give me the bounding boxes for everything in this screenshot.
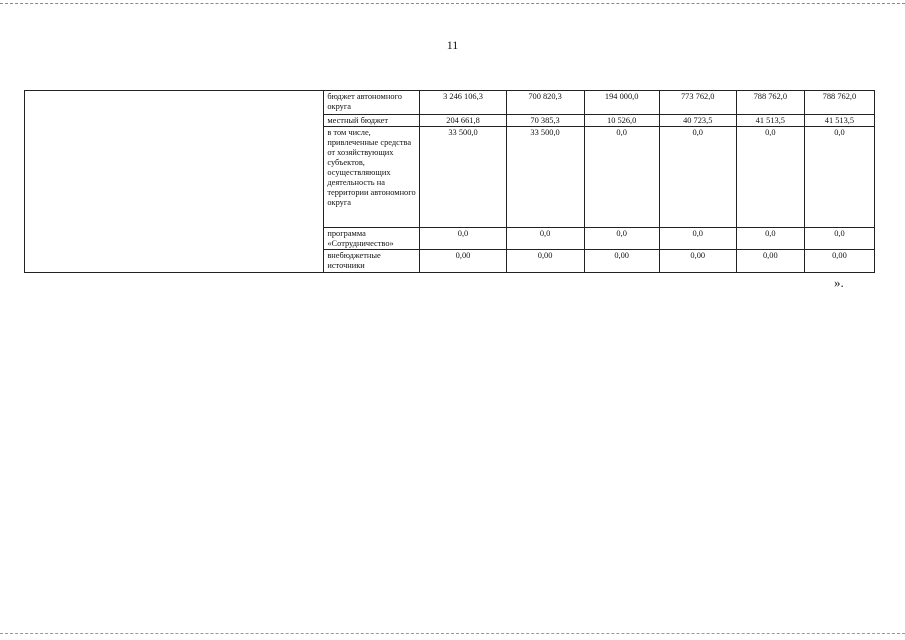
value-cell: 33 500,0 bbox=[506, 127, 584, 228]
value-cell: 0,00 bbox=[736, 250, 804, 273]
closing-quote-mark: ». bbox=[834, 275, 844, 290]
funding-table bbox=[24, 90, 875, 273]
value-cell: 0,0 bbox=[804, 228, 874, 250]
value-cell: 0,0 bbox=[584, 127, 659, 228]
value-cell: 0,0 bbox=[736, 228, 804, 250]
row-label: местный бюджет bbox=[324, 115, 420, 127]
value-cell: 0,0 bbox=[584, 228, 659, 250]
value-cell: 0,0 bbox=[804, 127, 874, 228]
scan-edge-top bbox=[0, 3, 905, 4]
value-cell: 0,00 bbox=[804, 250, 874, 273]
value-cell: 194 000,0 bbox=[584, 91, 659, 115]
table-row bbox=[25, 91, 875, 115]
value-cell: 700 820,3 bbox=[506, 91, 584, 115]
row-label: программа «Сотрудничество» bbox=[324, 228, 420, 250]
value-cell: 0,0 bbox=[506, 228, 584, 250]
value-cell: 204 661,8 bbox=[420, 115, 506, 127]
row-label: в том числе, привлеченные средства от хозяйствующих субъектов, осуществляющих деятельность на территории автономного округа bbox=[324, 127, 420, 228]
value-cell: 3 246 106,3 bbox=[420, 91, 506, 115]
value-cell: 10 526,0 bbox=[584, 115, 659, 127]
value-cell: 0,00 bbox=[506, 250, 584, 273]
scan-edge-bottom bbox=[0, 633, 905, 634]
value-cell: 0,00 bbox=[584, 250, 659, 273]
value-cell: 0,0 bbox=[659, 228, 736, 250]
page-number: 11 bbox=[446, 38, 459, 52]
merged-empty-cell bbox=[25, 91, 324, 273]
value-cell: 0,00 bbox=[659, 250, 736, 273]
value-cell: 41 513,5 bbox=[804, 115, 874, 127]
value-cell: 0,0 bbox=[736, 127, 804, 228]
value-cell: 788 762,0 bbox=[736, 91, 804, 115]
value-cell: 0,00 bbox=[420, 250, 506, 273]
value-cell: 41 513,5 bbox=[736, 115, 804, 127]
value-cell: 33 500,0 bbox=[420, 127, 506, 228]
value-cell: 0,0 bbox=[659, 127, 736, 228]
value-cell: 788 762,0 bbox=[804, 91, 874, 115]
value-cell: 773 762,0 bbox=[659, 91, 736, 115]
value-cell: 40 723,5 bbox=[659, 115, 736, 127]
value-cell: 70 385,3 bbox=[506, 115, 584, 127]
value-cell: 0,0 bbox=[420, 228, 506, 250]
row-label: бюджет автономного округа bbox=[324, 91, 420, 115]
row-label: внебюджетные источники bbox=[324, 250, 420, 273]
